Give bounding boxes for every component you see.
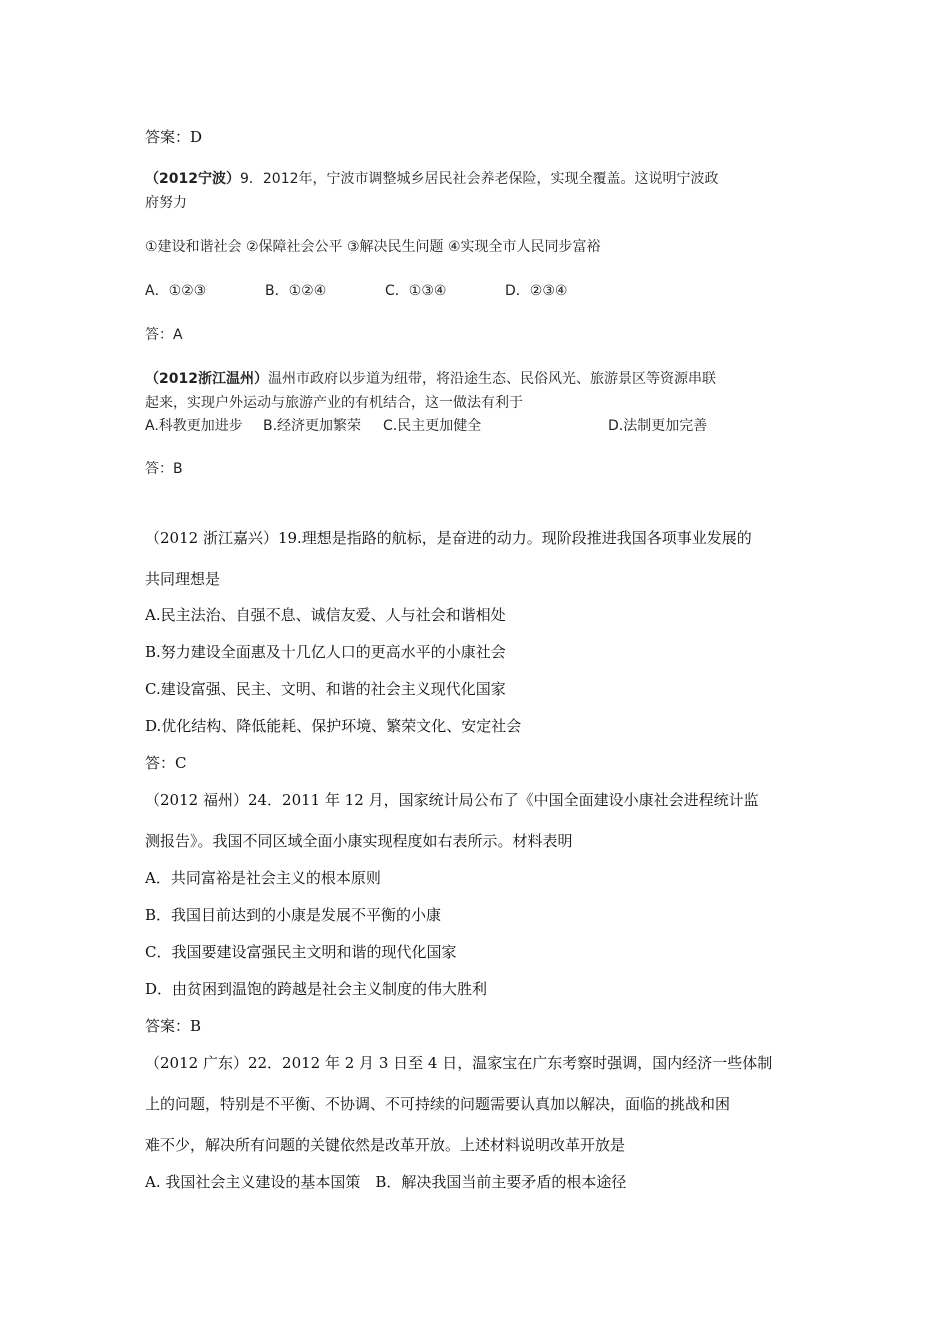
q6-stem-line1: （2012 广东）22．2012 年 2 月 3 日至 4 日，温家宝在广东考察时强调，国内经济一些体制 xyxy=(145,1054,773,1072)
q5-option-d: D．由贫困到温饱的跨越是社会主义制度的伟大胜利 xyxy=(145,980,488,998)
q4-option-a: A.民主法治、自强不息、诚信友爱、人与社会和谐相处 xyxy=(145,606,506,624)
q2-items: ①建设和谐社会 ②保障社会公平 ③解决民生问题 ④实现全市人民同步富裕 xyxy=(145,239,601,255)
q2-stem-line2: 府努力 xyxy=(145,195,187,211)
q6-options: A. 我国社会主义建设的基本国策 B．解决我国当前主要矛盾的根本途径 xyxy=(145,1173,627,1191)
q1-answer: 答案：D xyxy=(145,128,203,146)
q5-stem-line2: 测报告》。我国不同区域全面小康实现程度如右表所示。材料表明 xyxy=(145,832,573,850)
q4-stem-line2: 共同理想是 xyxy=(145,570,221,588)
q3-stem-line2: 起来，实现户外运动与旅游产业的有机结合，这一做法有利于 xyxy=(145,395,523,411)
q3-stem-text: 温州市政府以步道为纽带，将沿途生态、民俗风光、旅游景区等资源串联 xyxy=(267,371,716,387)
q5-answer: 答案：B xyxy=(145,1017,202,1035)
q3-option-d: D.法制更加完善 xyxy=(608,418,708,434)
q6-stem-line3: 难不少，解决所有问题的关键依然是改革开放。上述材料说明改革开放是 xyxy=(145,1136,626,1154)
q2-stem-line1 xyxy=(145,169,719,189)
q3-stem-line1 xyxy=(145,369,716,389)
q5-option-c: C．我国要建设富强民主文明和谐的现代化国家 xyxy=(145,943,457,961)
q3-option-a: A.科教更加进步 xyxy=(145,418,243,434)
q2-option-b: B．①②④ xyxy=(265,283,327,299)
q2-option-a: A．①②③ xyxy=(145,283,207,299)
q4-option-c: C.建设富强、民主、文明、和谐的社会主义现代化国家 xyxy=(145,680,506,698)
q5-stem-line1: （2012 福州）24．2011 年 12 月，国家统计局公布了《中国全面建设小康社会进程统计监 xyxy=(145,791,759,809)
q5-option-b: B．我国目前达到的小康是发展不平衡的小康 xyxy=(145,906,442,924)
q2-option-d: D．②③④ xyxy=(505,283,568,299)
q2-source-tag: （2012宁波） xyxy=(145,171,240,187)
q2-option-c: C．①③④ xyxy=(385,283,447,299)
q2-stem-text: 9．2012年，宁波市调整城乡居民社会养老保险，实现全覆盖。这说明宁波政 xyxy=(239,171,719,187)
q4-stem-line1: （2012 浙江嘉兴）19.理想是指路的航标，是奋进的动力。现阶段推进我国各项事业发展的 xyxy=(145,529,752,547)
q5-option-a: A．共同富裕是社会主义的根本原则 xyxy=(145,869,381,887)
q4-option-d: D.优化结构、降低能耗、保护环境、繁荣文化、安定社会 xyxy=(145,717,522,735)
q2-answer: 答：A xyxy=(145,327,183,343)
q4-option-b: B.努力建设全面惠及十几亿人口的更高水平的小康社会 xyxy=(145,643,506,661)
q3-answer: 答：B xyxy=(145,461,183,477)
q4-answer: 答：C xyxy=(145,754,187,772)
q3-option-b: B.经济更加繁荣 xyxy=(263,418,362,434)
q6-stem-line2: 上的问题，特别是不平衡、不协调、不可持续的问题需要认真加以解决，面临的挑战和困 xyxy=(145,1095,731,1113)
q3-option-c: C.民主更加健全 xyxy=(383,418,482,434)
q3-source-tag: （2012浙江温州） xyxy=(145,371,268,387)
